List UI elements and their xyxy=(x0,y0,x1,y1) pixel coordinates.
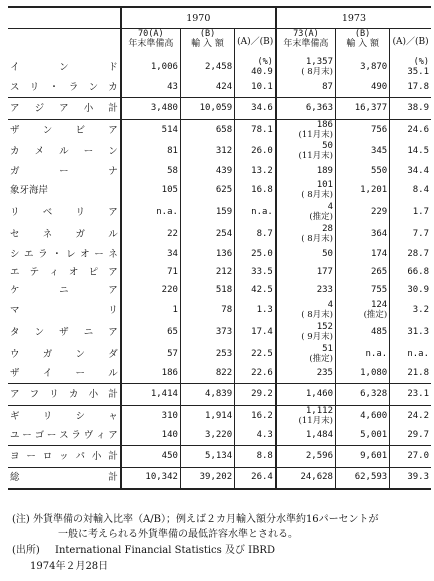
table-row xyxy=(8,365,431,383)
reserve-1973-cell xyxy=(276,201,336,223)
ratio-1970-cell: 29.2 xyxy=(235,383,276,405)
table-row xyxy=(8,245,431,263)
reserve-1973-cell xyxy=(276,141,336,162)
row-label-text: ザ イ ー ル xyxy=(10,368,118,380)
ratio-1973-cell xyxy=(390,55,431,79)
import-1970-cell: 312 xyxy=(180,141,234,162)
row-label-text: ヨ ー ロ ッ パ 小 計 xyxy=(10,450,118,462)
cell-note: (推定) xyxy=(309,353,333,364)
ratio-1970-cell: 8.7 xyxy=(235,223,276,245)
reserve-1973-cell xyxy=(276,299,336,321)
row-label xyxy=(8,79,121,97)
reserve-1973-cell: 235 xyxy=(276,365,336,383)
unit-stack xyxy=(407,57,429,77)
reserve-1970-cell: 1,006 xyxy=(121,55,181,79)
import-1973-cell: 174 xyxy=(335,245,389,263)
ratio-1970-cell: 34.6 xyxy=(235,97,276,119)
reserve-1970-cell: 1,414 xyxy=(121,383,181,405)
footnote-line-2 xyxy=(58,527,298,542)
reserve-1973-cell xyxy=(276,343,336,365)
row-label-text: 総 計 xyxy=(10,472,118,484)
reserve-1970-cell: 34 xyxy=(121,245,181,263)
table-row xyxy=(8,263,431,281)
cell-note: (推定) xyxy=(309,211,333,222)
import-1973-cell: 6,328 xyxy=(335,383,389,405)
date-line xyxy=(30,559,108,574)
import-1973-cell: 755 xyxy=(335,281,389,299)
reserve-1973-cell: 1,460 xyxy=(276,383,336,405)
import-1973-cell: 1,201 xyxy=(335,180,389,201)
row-label-text: マ リ xyxy=(10,304,118,316)
ratio-1973-header: (A)／(B) xyxy=(390,29,431,56)
reserve-1973-cell: 6,363 xyxy=(276,97,336,119)
import-1970-cell: 2,458 xyxy=(180,55,234,79)
row-label xyxy=(8,97,121,119)
year-1973-header: 1973 xyxy=(276,7,431,29)
ratio-1973-cell: 28.7 xyxy=(390,245,431,263)
reserve-1973-header: 73(A) 年末準備高 xyxy=(276,29,336,56)
row-label xyxy=(8,263,121,281)
value-with-note xyxy=(301,180,333,200)
table-row xyxy=(8,383,431,405)
ratio-1970-cell: 22.5 xyxy=(235,343,276,365)
cell-note: (11月末) xyxy=(298,129,333,140)
ratio-1970-cell: 22.6 xyxy=(235,365,276,383)
import-1970-cell: 254 xyxy=(180,223,234,245)
value-with-note xyxy=(309,344,333,364)
ratio-1973-cell: 7.7 xyxy=(390,223,431,245)
import-1973-cell xyxy=(335,299,389,321)
row-label-text: ガ ー ナ xyxy=(10,165,118,177)
import-1970-cell: 439 xyxy=(180,162,234,180)
reserve-1970-cell: 22 xyxy=(121,223,181,245)
ratio-1973-cell: 34.4 xyxy=(390,162,431,180)
ratio-1973-cell: 1.7 xyxy=(390,201,431,223)
reserve-1973-cell: 24,628 xyxy=(276,467,336,489)
import-1973-cell: 490 xyxy=(335,79,389,97)
row-label-text: ギ リ シ ャ xyxy=(10,410,118,422)
corner-cell xyxy=(8,7,121,29)
import-1970-cell: 212 xyxy=(180,263,234,281)
row-label-text: セ ネ ガ ル xyxy=(10,228,118,240)
row-label xyxy=(8,119,121,141)
cell-value: 4 xyxy=(327,299,333,310)
reserve-1970-cell: 3,480 xyxy=(121,97,181,119)
reserve-1973-cell xyxy=(276,180,336,201)
row-label-text: タ ン ザ ニ ア xyxy=(10,326,118,338)
import-1970-cell: 78 xyxy=(180,299,234,321)
ratio-1970-cell: 26.0 xyxy=(235,141,276,162)
unit-percent: (%) xyxy=(413,56,429,67)
table-row xyxy=(8,162,431,180)
row-label xyxy=(8,427,121,445)
ratio-1973-cell: n.a. xyxy=(390,343,431,365)
ratio-1973-cell: 24.2 xyxy=(390,405,431,427)
reserve-1973-cell xyxy=(276,223,336,245)
ratio-1973-cell: 39.3 xyxy=(390,467,431,489)
date-text: 1974年２月28日 xyxy=(30,561,109,572)
ratio-1970-cell: 78.1 xyxy=(235,119,276,141)
cell-note: (推定) xyxy=(363,309,388,320)
reserve-1970-cell: n.a. xyxy=(121,201,181,223)
row-label xyxy=(8,343,121,365)
table-row xyxy=(8,55,431,79)
row-label-text: ザ ン ビ ア xyxy=(10,124,118,136)
reserves-table xyxy=(8,6,431,490)
ratio-1970-cell: 42.5 xyxy=(235,281,276,299)
table-body xyxy=(8,55,431,489)
import-1970-cell: 1,914 xyxy=(180,405,234,427)
ratio-1970-cell: 13.2 xyxy=(235,162,276,180)
table-row xyxy=(8,223,431,245)
cell-note: ( 8月末) xyxy=(301,66,333,77)
import-1973-cell: 9,601 xyxy=(335,445,389,467)
ratio-1970-cell: 33.5 xyxy=(235,263,276,281)
ratio-1973-cell: 24.6 xyxy=(390,119,431,141)
cell-note: ( 8月末) xyxy=(301,309,333,320)
table-row xyxy=(8,141,431,162)
ratio-1973-cell: 29.7 xyxy=(390,427,431,445)
ratio-1970-cell: 4.3 xyxy=(235,427,276,445)
ratio-1973-cell: 30.9 xyxy=(390,281,431,299)
reserve-1973-cell: 177 xyxy=(276,263,336,281)
import-1973-cell: 265 xyxy=(335,263,389,281)
cell-value: 101 xyxy=(316,180,333,190)
import-1970-cell: 253 xyxy=(180,343,234,365)
table-row xyxy=(8,180,431,201)
import-1973-cell: 1,080 xyxy=(335,365,389,383)
row-label xyxy=(8,405,121,427)
row-label xyxy=(8,162,121,180)
row-label xyxy=(8,245,121,263)
ratio-value: 35.1 xyxy=(407,66,429,77)
row-label xyxy=(8,281,121,299)
value-with-note xyxy=(301,300,333,320)
table-row xyxy=(8,445,431,467)
ratio-1973-cell: 8.4 xyxy=(390,180,431,201)
year-1970-header: 1970 xyxy=(121,7,276,29)
cell-value: 186 xyxy=(316,119,333,130)
unit-stack xyxy=(251,57,273,77)
reserve-1970-cell: 450 xyxy=(121,445,181,467)
row-label xyxy=(8,383,121,405)
value-with-note xyxy=(301,57,333,77)
cell-value: 124 xyxy=(370,299,388,310)
reserve-1970-cell: 57 xyxy=(121,343,181,365)
cell-value: 50 xyxy=(322,141,333,151)
cell-value: 1,112 xyxy=(305,405,333,416)
import-1973-cell: 485 xyxy=(335,321,389,343)
value-with-note xyxy=(299,141,333,161)
row-label-text: ア ジ ア 小 計 xyxy=(10,102,118,114)
source-line xyxy=(12,543,275,558)
ratio-1973-cell: 66.8 xyxy=(390,263,431,281)
row-label-text: イ ン ド xyxy=(10,61,118,73)
reserve-1970-cell: 81 xyxy=(121,141,181,162)
value-with-note xyxy=(301,322,333,342)
row-label xyxy=(8,467,121,489)
reserve-1970-cell: 140 xyxy=(121,427,181,445)
ratio-1970-cell: 8.8 xyxy=(235,445,276,467)
reserve-1970-cell: 514 xyxy=(121,119,181,141)
row-label xyxy=(8,201,121,223)
ratio-1970-cell: 10.1 xyxy=(235,79,276,97)
note-text-2: 一般に考えられる外貨準備の最低許容水準とされる。 xyxy=(58,529,298,540)
import-1973-cell: 550 xyxy=(335,162,389,180)
source-text: International Financial Statistics 及び IBRD xyxy=(55,545,275,556)
reserve-1973-cell: 233 xyxy=(276,281,336,299)
row-label-text: ウ ガ ン ダ xyxy=(10,348,118,360)
import-1970-cell: 658 xyxy=(180,119,234,141)
value-with-note xyxy=(364,300,388,320)
ratio-1970-cell: 16.2 xyxy=(235,405,276,427)
reserve-1970-cell: 220 xyxy=(121,281,181,299)
ratio-1973-cell: 3.2 xyxy=(390,299,431,321)
reserve-1973-cell: 2,596 xyxy=(276,445,336,467)
import-1970-cell: 518 xyxy=(180,281,234,299)
note-label: (注) xyxy=(12,514,30,525)
row-label xyxy=(8,55,121,79)
row-label-text: シ エ ラ ・ レ オ ー ネ xyxy=(10,248,118,260)
row-label xyxy=(8,445,121,467)
import-1970-cell: 39,202 xyxy=(180,467,234,489)
table-row xyxy=(8,119,431,141)
table-row xyxy=(8,405,431,427)
import-1973-header: (B) 輸 入 額 xyxy=(335,29,389,56)
row-label xyxy=(8,180,121,201)
import-1970-cell: 136 xyxy=(180,245,234,263)
cell-value: 51 xyxy=(322,343,333,354)
import-1973-cell: 345 xyxy=(335,141,389,162)
row-label-text: ア フ リ カ 小 計 xyxy=(10,388,118,400)
ratio-1970-cell xyxy=(235,55,276,79)
row-label-text: ケ ニ ア xyxy=(10,284,118,296)
cell-note: ( 8月末) xyxy=(301,190,333,200)
ratio-1973-cell: 38.9 xyxy=(390,97,431,119)
import-1973-cell: 756 xyxy=(335,119,389,141)
cell-note: ( 9月末) xyxy=(301,331,333,342)
reserve-1970-cell: 10,342 xyxy=(121,467,181,489)
reserve-1973-cell xyxy=(276,119,336,141)
footnote-line-1 xyxy=(12,512,378,527)
reserve-1970-cell: 186 xyxy=(121,365,181,383)
cell-value: 1,357 xyxy=(305,56,333,67)
note-text-1: 外貨準備の対輸入比率（A/B）；例えば２カ月輸入額分水準約16パーセントが xyxy=(33,514,379,525)
ratio-1973-cell: 27.0 xyxy=(390,445,431,467)
value-with-note xyxy=(299,406,333,426)
cell-value: 28 xyxy=(322,223,333,234)
import-1970-cell: 822 xyxy=(180,365,234,383)
unit-percent: (%) xyxy=(257,56,273,67)
reserve-1970-cell: 105 xyxy=(121,180,181,201)
reserve-1970-cell: 58 xyxy=(121,162,181,180)
table-row xyxy=(8,299,431,321)
reserve-1973-cell xyxy=(276,321,336,343)
import-1970-cell: 4,839 xyxy=(180,383,234,405)
ratio-value: 40.9 xyxy=(251,66,273,77)
ratio-1970-cell: 25.0 xyxy=(235,245,276,263)
table-row xyxy=(8,79,431,97)
import-1973-cell: 16,377 xyxy=(335,97,389,119)
reserve-1973-cell: 87 xyxy=(276,79,336,97)
reserve-1973-cell: 1,484 xyxy=(276,427,336,445)
ratio-1973-cell: 17.8 xyxy=(390,79,431,97)
ratio-1970-cell: 16.8 xyxy=(235,180,276,201)
ratio-1970-cell: 1.3 xyxy=(235,299,276,321)
source-label: (出所) xyxy=(12,545,40,556)
row-label-text: ス リ ・ ラ ン カ xyxy=(10,82,118,94)
reserve-1970-cell: 1 xyxy=(121,299,181,321)
table-row xyxy=(8,321,431,343)
value-with-note xyxy=(309,202,333,222)
reserve-1973-cell xyxy=(276,55,336,79)
column-header-row xyxy=(8,29,431,56)
import-1970-cell: 159 xyxy=(180,201,234,223)
cell-note: (11月末) xyxy=(298,151,333,161)
row-label-text: リ ベ リ ア xyxy=(10,206,118,218)
import-1973-cell: 62,593 xyxy=(335,467,389,489)
import-1970-cell: 424 xyxy=(180,79,234,97)
import-1973-cell: 5,001 xyxy=(335,427,389,445)
import-1973-cell: n.a. xyxy=(335,343,389,365)
row-label-text: 象牙海岸 xyxy=(10,185,49,196)
import-1970-cell: 373 xyxy=(180,321,234,343)
table-row xyxy=(8,467,431,489)
corner-cell-sub xyxy=(8,29,121,56)
ratio-1970-cell: n.a. xyxy=(235,201,276,223)
reserve-1970-cell: 43 xyxy=(121,79,181,97)
value-with-note xyxy=(301,224,333,244)
ratio-1973-cell: 31.3 xyxy=(390,321,431,343)
ratio-1970-cell: 26.4 xyxy=(235,467,276,489)
import-1973-cell: 4,600 xyxy=(335,405,389,427)
cell-note: ( 8月末) xyxy=(301,233,333,244)
ratio-1973-cell: 21.8 xyxy=(390,365,431,383)
import-1970-cell: 5,134 xyxy=(180,445,234,467)
row-label-text: ユ ー ゴ ー ス ラ ヴ ィ ア xyxy=(10,430,118,442)
import-1970-cell: 625 xyxy=(180,180,234,201)
reserve-1973-cell: 189 xyxy=(276,162,336,180)
cell-value: 152 xyxy=(316,321,333,332)
reserve-1973-cell xyxy=(276,405,336,427)
ratio-1973-cell: 14.5 xyxy=(390,141,431,162)
table-row xyxy=(8,97,431,119)
import-1973-cell: 229 xyxy=(335,201,389,223)
import-1970-cell: 10,059 xyxy=(180,97,234,119)
cell-value: 4 xyxy=(327,201,333,212)
cell-note: (11月末) xyxy=(298,415,333,426)
reserve-1973-cell: 50 xyxy=(276,245,336,263)
reserve-1970-header: 70(A) 年末準備高 xyxy=(121,29,181,56)
row-label xyxy=(8,141,121,162)
table-row xyxy=(8,281,431,299)
row-label-text: エ テ ィ オ ピ ア xyxy=(10,266,118,278)
table-row xyxy=(8,201,431,223)
row-label-text: カ メ ル ー ン xyxy=(10,146,118,157)
ratio-1970-header: (A)／(B) xyxy=(235,29,276,56)
reserve-1970-cell: 71 xyxy=(121,263,181,281)
table-row xyxy=(8,343,431,365)
import-1973-cell: 3,870 xyxy=(335,55,389,79)
import-1973-cell: 364 xyxy=(335,223,389,245)
year-header-row xyxy=(8,7,431,29)
row-label xyxy=(8,299,121,321)
reserve-1970-cell: 310 xyxy=(121,405,181,427)
reserve-1970-cell: 65 xyxy=(121,321,181,343)
value-with-note xyxy=(299,120,333,140)
table-row xyxy=(8,427,431,445)
import-1970-cell: 3,220 xyxy=(180,427,234,445)
ratio-1970-cell: 17.4 xyxy=(235,321,276,343)
ratio-1973-cell: 23.1 xyxy=(390,383,431,405)
row-label xyxy=(8,223,121,245)
row-label xyxy=(8,321,121,343)
import-1970-header: (B) 輸 入 額 xyxy=(180,29,234,56)
row-label xyxy=(8,365,121,383)
